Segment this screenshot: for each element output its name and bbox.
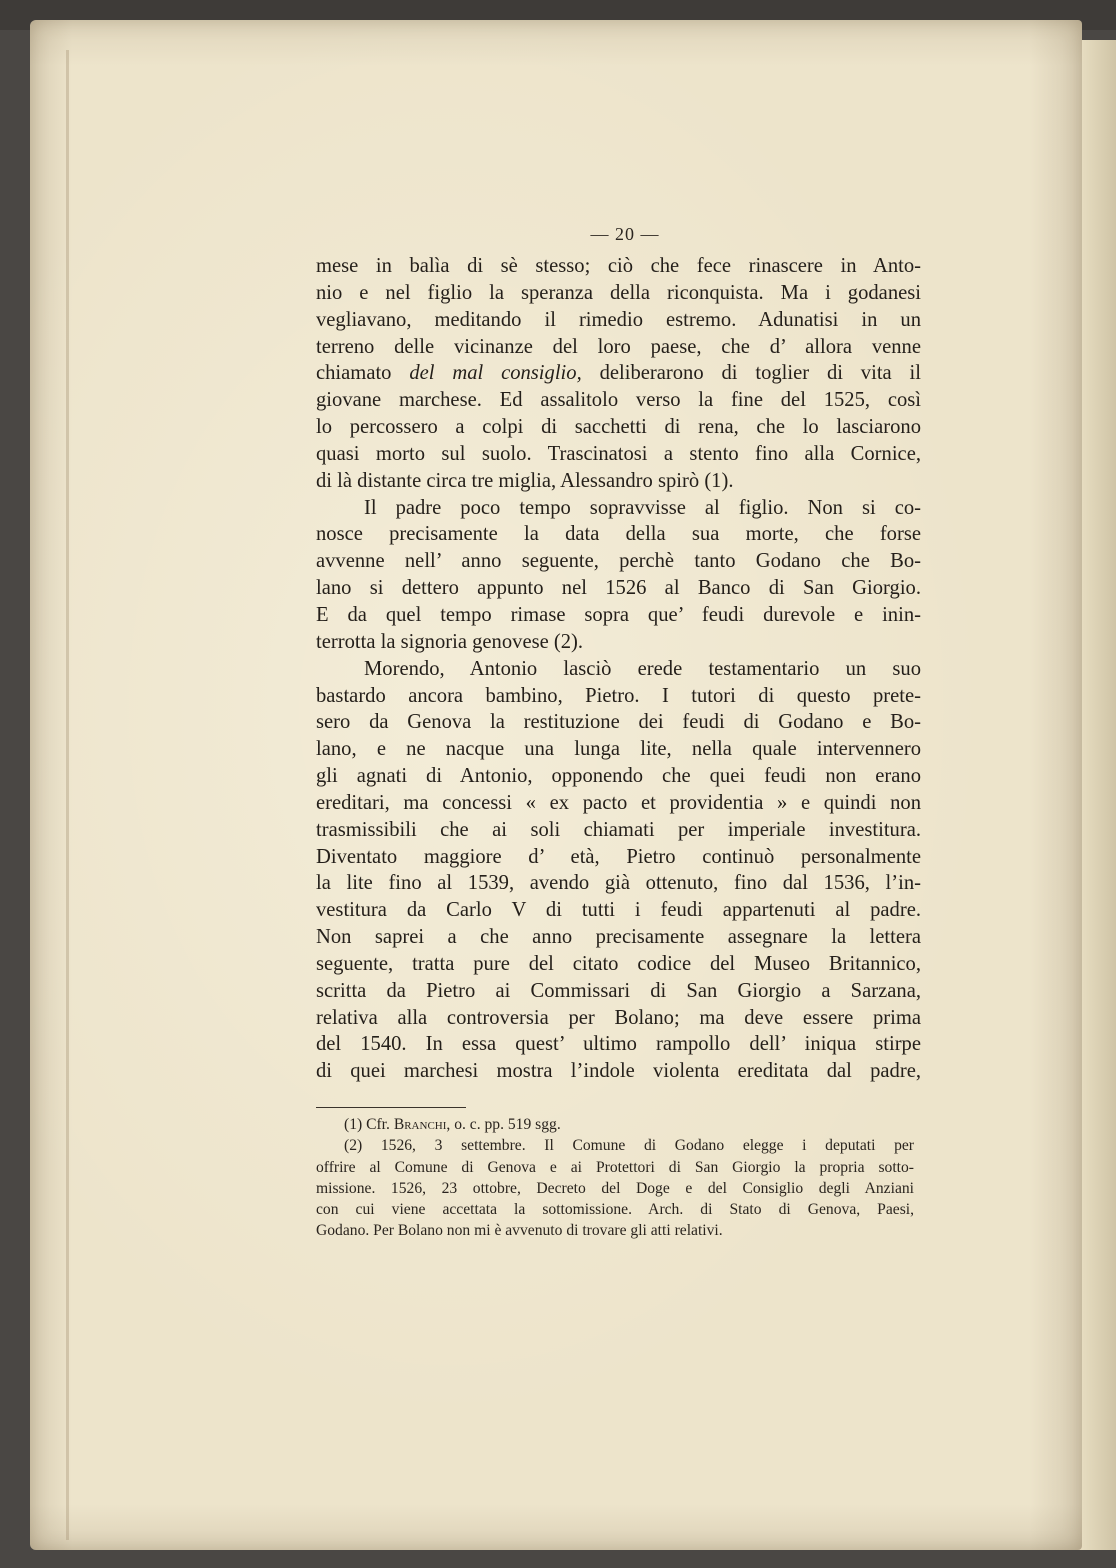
text-line: lano si dettero appunto nel 1526 al Banco di San Giorgio. xyxy=(316,577,921,600)
footnote-2-line: con cui viene accettata la sottomissione. Arch. di Stato di Genova, Paesi, xyxy=(316,1201,914,1219)
footnote-2-line: missione. 1526, 23 ottobre, Decreto del Doge e del Consiglio degli Anziani xyxy=(316,1179,914,1197)
text-fragment: (1) Cfr. xyxy=(344,1116,390,1133)
text-line: Il padre poco tempo sopravvisse al figlio. Non si co- xyxy=(364,496,921,519)
text-line: terrotta la signoria genovese (2). xyxy=(316,630,584,653)
footnote-2-line: offrire al Comune di Genova e ai Protettori di San Giorgio la propria sotto- xyxy=(316,1158,914,1176)
text-line: la lite fino al 1539, avendo già ottenuto, fino dal 1536, l’in- xyxy=(316,872,921,895)
text-line: bastardo ancora bambino, Pietro. I tutori di questo prete- xyxy=(316,684,921,707)
text-line: quasi morto sul suolo. Trascinatosi a stento fino alla Cornice, xyxy=(316,442,921,465)
text-line: del 1540. In essa quest’ ultimo rampollo dell’ iniqua stirpe xyxy=(316,1033,921,1056)
text-line: Non saprei a che anno precisamente assegnare la lettera xyxy=(316,926,921,949)
text-line: Morendo, Antonio lasciò erede testamentario un suo xyxy=(364,657,921,680)
text-line: nio e nel figlio la speranza della riconquista. Ma i godanesi xyxy=(316,281,921,304)
footnote-divider xyxy=(316,1107,466,1108)
text-line: giovane marchese. Ed assalitolo verso la fine del 1525, così xyxy=(316,389,921,412)
footnote-2-line: (2) 1526, 3 settembre. Il Comune di Godano elegge i deputati per xyxy=(344,1137,914,1155)
text-line: vegliavano, meditando il rimedio estremo. Adunatisi in un xyxy=(316,308,921,331)
text-fragment: chiamato xyxy=(316,362,392,385)
text-fragment: , o. c. pp. 519 sgg. xyxy=(446,1116,561,1133)
text-line: terreno delle vicinanze del loro paese, che d’ allora venne xyxy=(316,335,921,358)
page-number: — 20 — xyxy=(590,224,660,244)
text-line: trasmissibili che ai soli chiamati per imperiale investitura. xyxy=(316,818,921,841)
text-line: nosce precisamente la data della sua morte, che forse xyxy=(316,523,921,546)
text-line: scritta da Pietro ai Commissari di San Giorgio a Sarzana, xyxy=(316,979,921,1002)
text-line: seguente, tratta pure del citato codice del Museo Britannico, xyxy=(316,952,921,975)
text-line: vestitura da Carlo V di tutti i feudi appartenuti al padre. xyxy=(316,899,921,922)
text-line: E da quel tempo rimase sopra que’ feudi durevole e inin- xyxy=(316,603,921,626)
text-line: lo percossero a colpi di sacchetti di rena, che lo lasciarono xyxy=(316,416,921,439)
text-line: di quei marchesi mostra l’indole violenta ereditata dal padre, xyxy=(316,1060,921,1083)
text-fragment: deliberarono di toglier di vita il xyxy=(599,362,921,385)
text-line: gli agnati di Antonio, opponendo che quei feudi non erano xyxy=(316,765,921,788)
text-line: Diventato maggiore d’ età, Pietro continuò personalmente xyxy=(316,845,921,868)
text-line: avvenne nell’ anno seguente, perchè tanto Godano che Bo- xyxy=(316,550,921,573)
text-line xyxy=(316,360,921,387)
text-line: ereditari, ma concessi « ex pacto et providentia » e quindi non xyxy=(316,791,921,814)
footnotes xyxy=(316,1114,914,1242)
text-line: lano, e ne nacque una lunga lite, nella quale intervennero xyxy=(316,738,921,761)
text-line: relativa alla controversia per Bolano; ma deve essere prima xyxy=(316,1006,921,1029)
footnote-2-line: Godano. Per Bolano non mi è avvenuto di trovare gli atti relativi. xyxy=(316,1222,723,1240)
text-line: sero da Genova la restituzione dei feudi di Godano e Bo- xyxy=(316,711,921,734)
footnote-1 xyxy=(316,1114,914,1135)
text-line: mese in balìa di sè stesso; ciò che fece rinascere in Anto- xyxy=(316,255,921,277)
author-name: Branchi xyxy=(393,1116,447,1133)
italic-phrase: del mal consiglio, xyxy=(409,362,582,385)
page-fold xyxy=(66,50,69,1540)
text-line: di là distante circa tre miglia, Alessandro spirò (1). xyxy=(316,469,734,492)
body-text xyxy=(316,253,921,1085)
